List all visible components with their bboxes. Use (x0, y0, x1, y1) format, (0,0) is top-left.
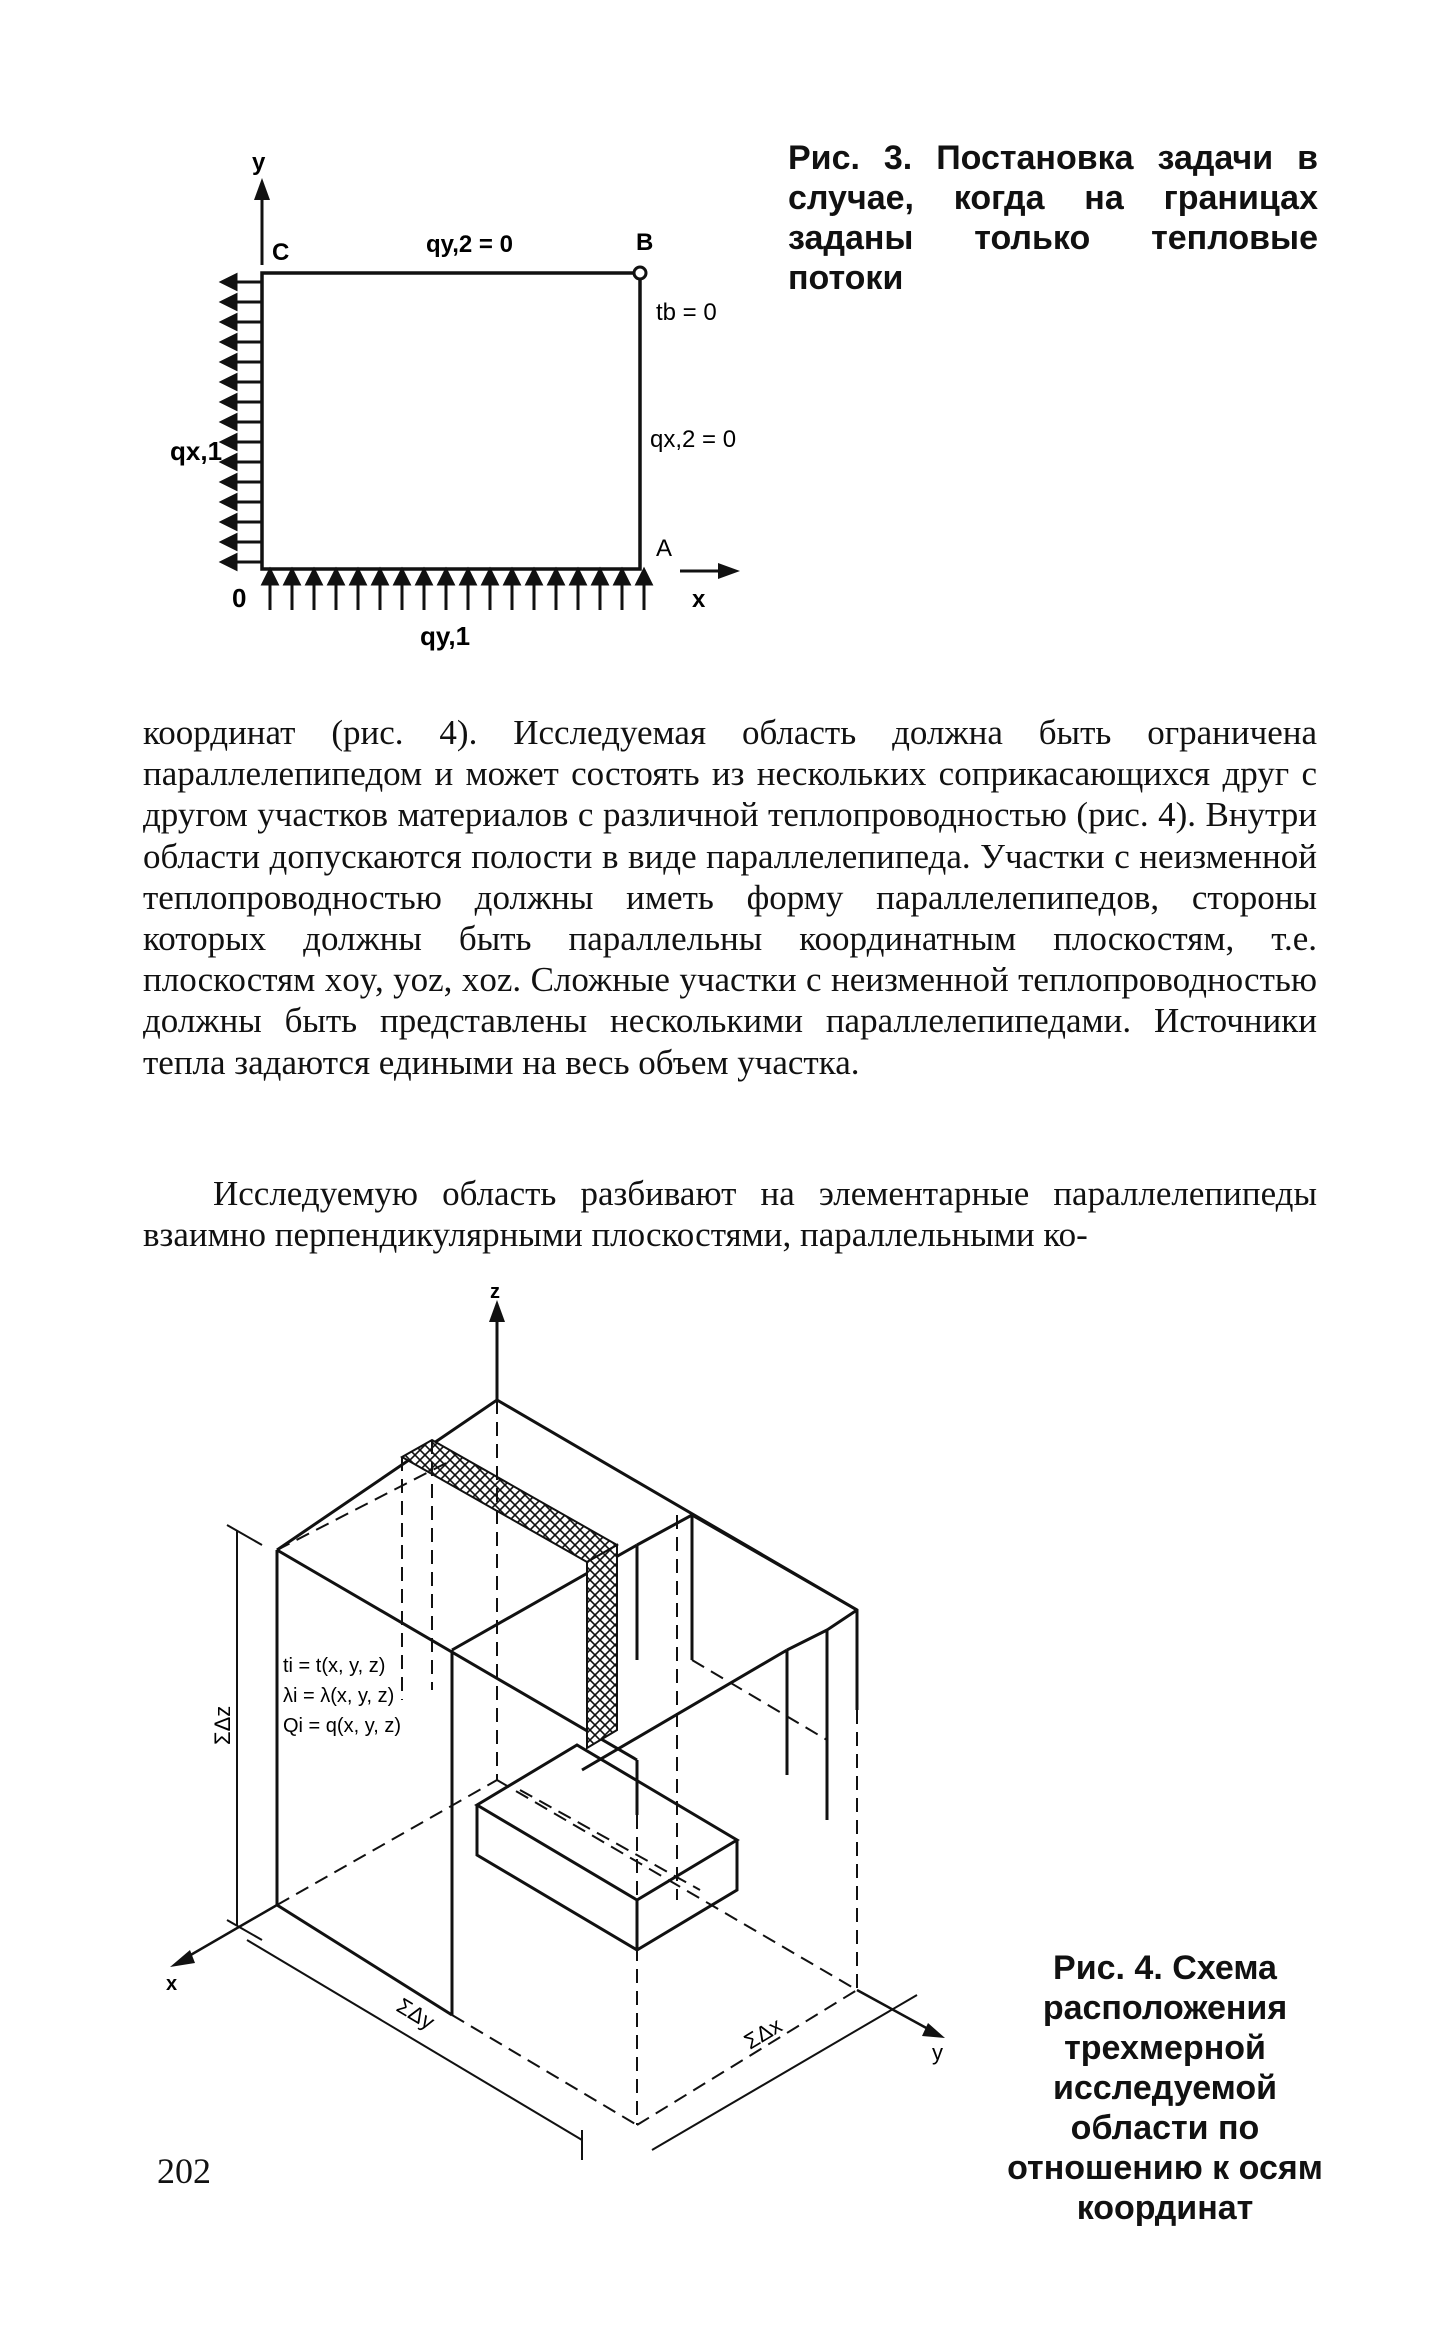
dim-z-label: ΣΔz (210, 1705, 235, 1745)
top-flux-label: qy,2 = 0 (426, 231, 513, 258)
origin-label: 0 (232, 583, 247, 613)
z-axis-label: z (490, 1281, 500, 1303)
outer-box-edges (277, 1400, 857, 2015)
bottom-flux-label: qy,1 (420, 621, 471, 651)
x-axis-3d (182, 1905, 277, 1960)
dimension-lines (227, 1525, 917, 2160)
slab (477, 1745, 737, 1950)
figure-3-caption-text: Постановка задачи в случае, когда на границах заданы только тепловые потоки (788, 139, 1318, 297)
left-flux-label: qx,1 (170, 436, 223, 466)
z-axis-arrowhead (489, 1300, 505, 1322)
corner-a-label: A (656, 535, 673, 562)
inner-profile (582, 1515, 857, 1820)
right-flux-label: qx,2 = 0 (650, 426, 737, 453)
y-axis-3d-arrowhead (922, 2023, 945, 2038)
dim-x-label: ΣΔx (739, 2012, 787, 2055)
right-temperature-label: tb = 0 (656, 299, 717, 326)
figure-3-caption-label: Рис. 3. (788, 139, 913, 177)
formula-temperature: ti = t(x, y, z) (283, 1655, 386, 1677)
x-axis-3d-arrowhead (170, 1950, 195, 1967)
hatched-side (587, 1545, 617, 1748)
corner-c-label: C (272, 239, 290, 266)
paragraph-2: Исследуемую область разбивают на элементарные параллелепипеды взаимно перпендикулярными плоскостями, параллельными ко- (143, 1174, 1317, 1255)
figure-4-caption (1000, 1948, 1330, 2228)
paragraph-1: координат (рис. 4). Исследуемая область должна быть ограничена параллелепипедом и может состоять из нескольких соприкасающихся друг с другом участков материалов с различной теплопроводностью (рис. 4). Внутри области допускаются полости в виде параллелепипеда. Участки с неизменной теплопроводностью должны иметь форму параллелепипедов, стороны которых должны быть параллельны координатным плоскостям, т.е. плоскостям xoy, yoz, xoz. Сложные участки с неизменной теплопроводностью должны быть представлены несколькими параллелепипедами. Источники тепла задаются едиными на весь объем участка. (143, 713, 1317, 1082)
figure-4-caption-text: Схема расположения трехмерной исследуемой области по отношению к осям координат (1007, 1949, 1323, 2227)
y-axis-3d-label: y (932, 2040, 943, 2065)
corner-b-label: B (636, 229, 654, 256)
page-number: 202 (157, 2151, 211, 2191)
figure-4-caption-label: Рис. 4. (1053, 1949, 1163, 1987)
dim-y-label: ΣΔy (392, 1992, 439, 2035)
hatched-top (402, 1440, 617, 1562)
x-axis-label: x (692, 586, 706, 613)
formula-heat-source: Qi = q(x, y, z) (283, 1715, 401, 1737)
formula-conductivity: λi = λ(x, y, z) (283, 1685, 395, 1707)
y-axis-label: y (252, 149, 266, 176)
x-axis-3d-label: x (166, 1973, 178, 1995)
